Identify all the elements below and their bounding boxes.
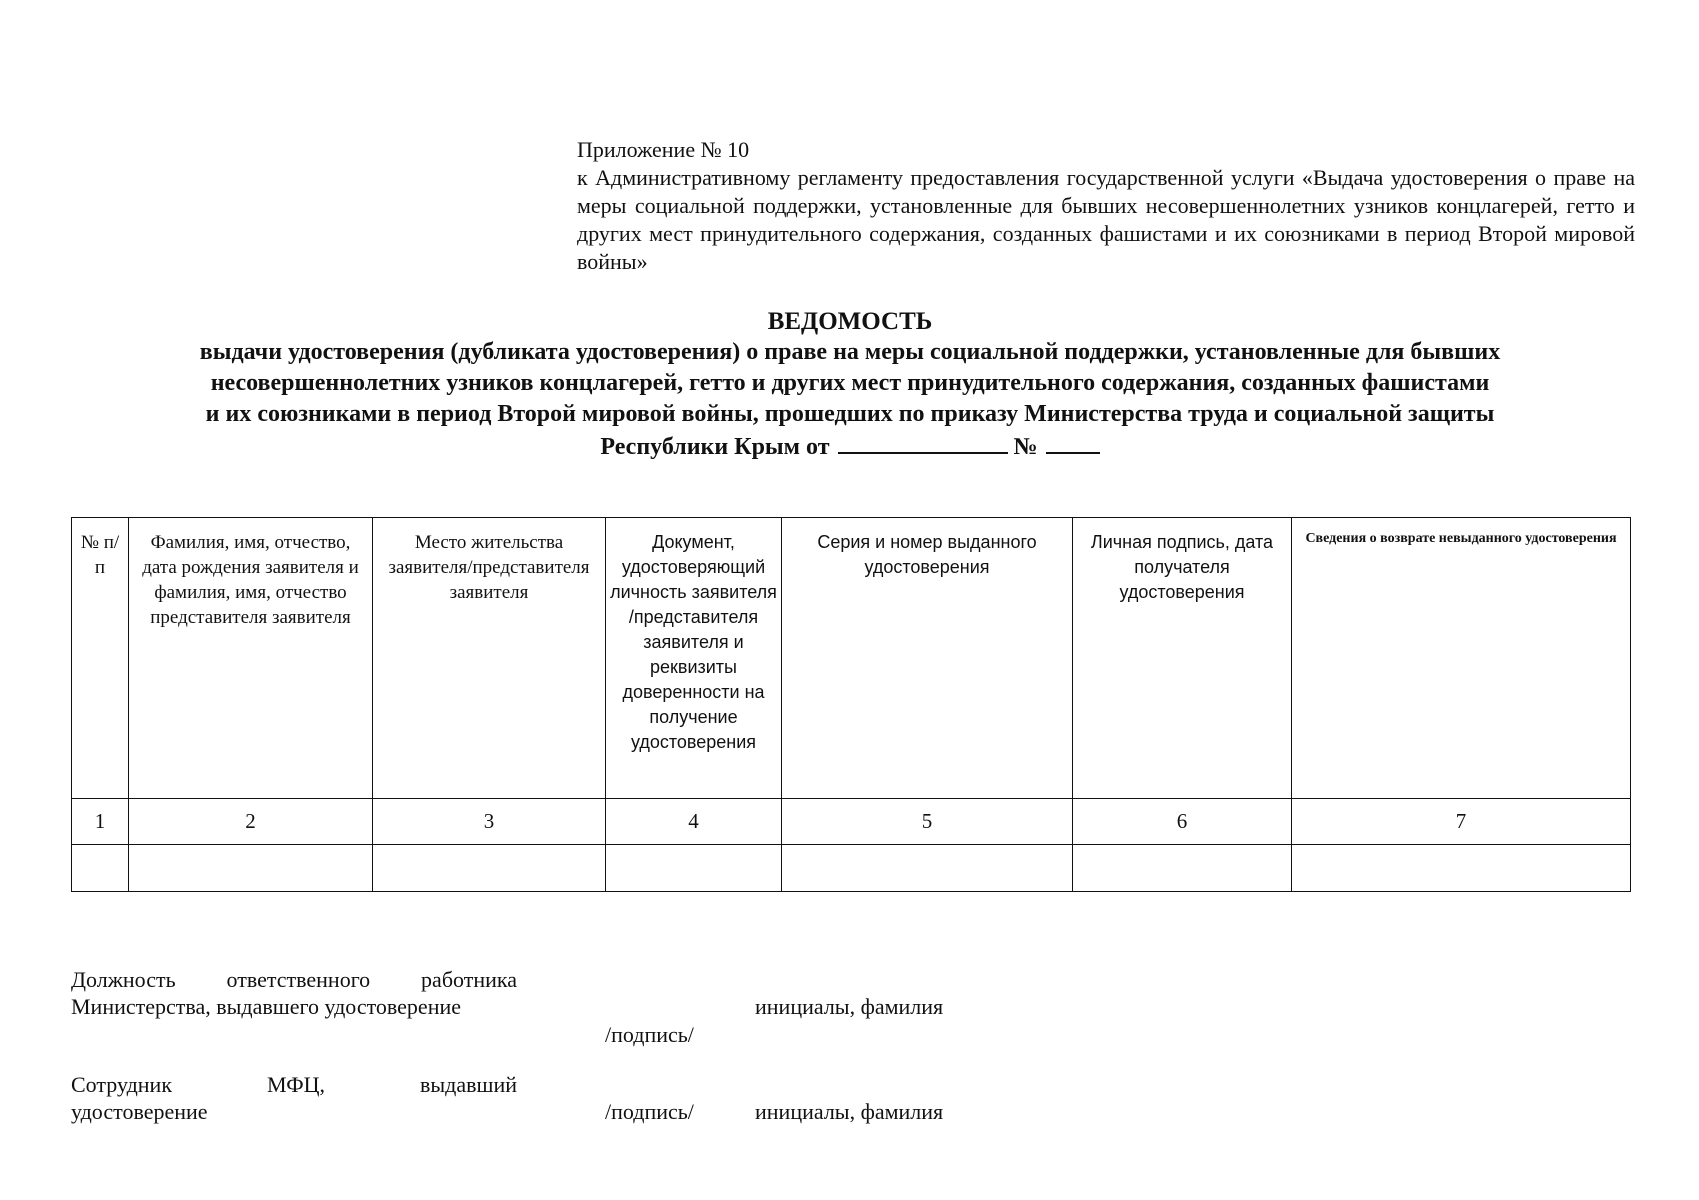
column-number: 3 (373, 799, 606, 845)
column-number: 5 (782, 799, 1073, 845)
title-line-1: выдачи удостоверения (дубликата удостоверения) о праве на меры социальной поддержки, установленные для бывших (199, 339, 1501, 365)
empty-cell[interactable] (373, 845, 606, 892)
empty-cell[interactable] (782, 845, 1073, 892)
signature-block-ministry (71, 966, 517, 1020)
empty-cell[interactable] (72, 845, 129, 892)
appendix-body: к Административному регламенту предоставления государственной услуги «Выдача удостоверения о праве на меры социальной поддержки, установленные для бывших несовершеннолетних узников концлагерей, гетто и других мест принудительного содержания, созданных фашистами и их союзниками в период Второй мировой войны» (577, 165, 1635, 274)
mfc-position-line-2: удостоверение (71, 1099, 208, 1124)
title-line-4 (60, 430, 1640, 463)
signature-block-mfc (71, 1071, 517, 1125)
register-table (71, 517, 1631, 892)
header-cell-signature: Личная подпись, дата получателя удостоверения (1073, 518, 1292, 799)
empty-cell[interactable] (1073, 845, 1292, 892)
number-blank[interactable] (1046, 430, 1100, 454)
empty-cell[interactable] (129, 845, 373, 892)
mfc-initials-label: инициалы, фамилия (755, 1099, 944, 1124)
column-number: 1 (72, 799, 129, 845)
column-number: 6 (1073, 799, 1292, 845)
title-line-3: и их союзниками в период Второй мировой войны, прошедших по приказу Министерства труда и социальной защиты (205, 401, 1495, 427)
document-title (60, 306, 1640, 463)
column-number: 4 (606, 799, 782, 845)
table-number-row (72, 799, 1631, 845)
ministry-initials-label: инициалы, фамилия (755, 994, 944, 1019)
ministry-position-line-2: Министерства, выдавшего удостоверение (71, 994, 462, 1019)
header-cell-number: № п/п (72, 518, 129, 799)
empty-cell[interactable] (1292, 845, 1631, 892)
number-sign: № (1013, 434, 1038, 460)
header-cell-return: Сведения о возврате невыданного удостоверения (1292, 518, 1631, 799)
ministry-signature-label: /подпись/ (605, 1022, 694, 1047)
table-row (72, 845, 1631, 892)
title-line-2: несовершеннолетних узников концлагерей, гетто и других мест принудительного содержания, созданных фашистами (210, 370, 1490, 396)
empty-cell[interactable] (606, 845, 782, 892)
header-cell-name: Фамилия, имя, отчество, дата рождения заявителя и фамилия, имя, отчество представителя заявителя (129, 518, 373, 799)
header-cell-series: Серия и номер выданного удостоверения (782, 518, 1073, 799)
ministry-position-line-1: Должность ответственного работника (71, 967, 517, 992)
header-cell-residence: Место жительства заявителя/представителя заявителя (373, 518, 606, 799)
table-header-row (72, 518, 1631, 799)
appendix-number: Приложение № 10 (577, 137, 750, 162)
appendix-note (577, 136, 1635, 276)
title-heading: ВЕДОМОСТЬ (767, 308, 933, 335)
title-line-4-text: Республики Крым от (600, 434, 830, 460)
column-number: 7 (1292, 799, 1631, 845)
column-number: 2 (129, 799, 373, 845)
header-cell-document: Документ, удостоверяющий личность заявителя /представителя заявителя и реквизиты доверенности на получение удостоверения (606, 518, 782, 799)
mfc-position-line-1: Сотрудник МФЦ, выдавший (71, 1072, 517, 1097)
mfc-signature-label: /подпись/ (605, 1099, 694, 1124)
date-blank[interactable] (838, 430, 1008, 454)
